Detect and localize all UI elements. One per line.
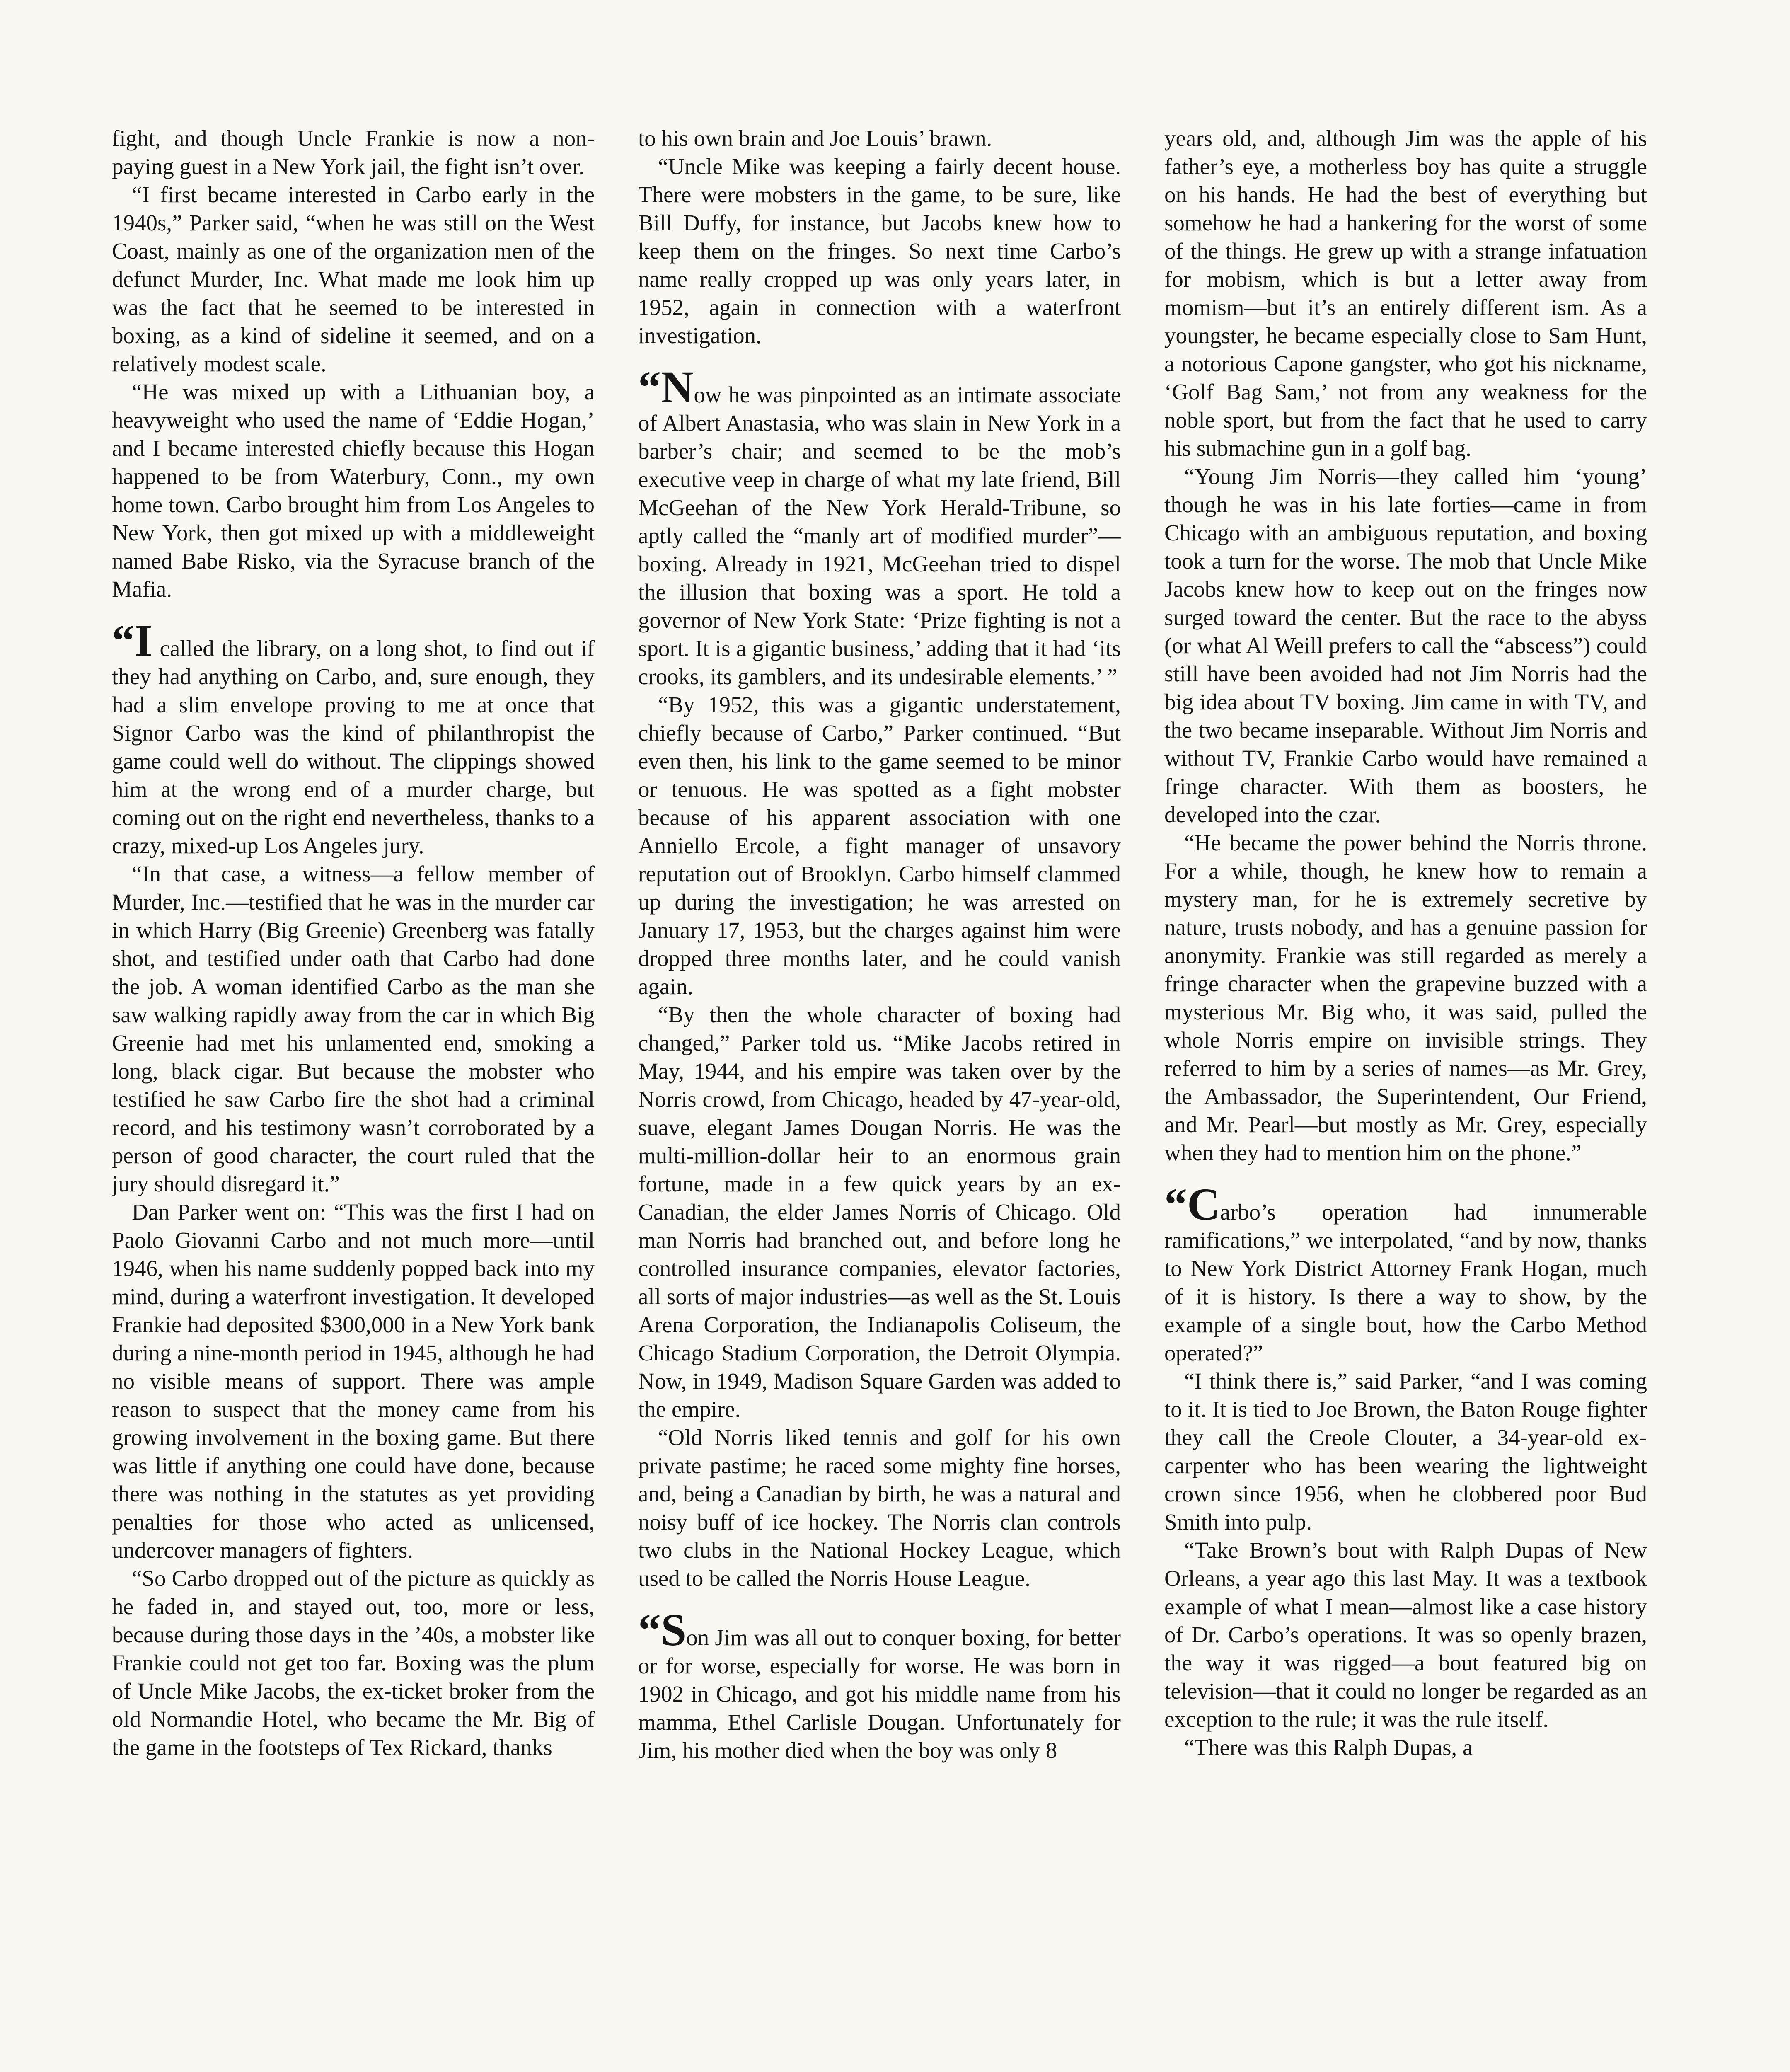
paragraph: “Young Jim Norris—they called him ‘young’ though he was in his late forties—came in from Chicago with an ambiguous reputation, and boxing took a turn for the worse. The mob that Uncle Mike Jacobs knew how to keep out on the fringes now surged toward the center. But the race to the abyss (or what Al Weill prefers to call the “abscess”) could still have been avoided had not Jim Norris had the big idea about TV boxing. Jim came in with TV, and the two became inseparable. Without Jim Norris and without TV, Frankie Carbo would have remained a fringe character. With them as boosters, he developed into the czar. xyxy=(1164,464,1647,827)
paragraph: “In that case, a witness—a fellow member of Murder, Inc.—testified that he was in the murder car in which Harry (Big Greenie) Greenberg was fatally shot, and testified under oath that Carbo had done the job. A woman identified Carbo as the man she saw walking rapidly away from the car in which Big Greenie had met his unlamented end, smoking a long, black cigar. But because the mobster who testified he saw Carbo fire the shot had a criminal record, and his testimony wasn’t corroborated by a person of good character, the court ruled that the jury should disregard it.” xyxy=(112,861,595,1196)
text-column-1 xyxy=(112,124,595,2072)
paragraph: Dan Parker went on: “This was the first I had on Paolo Giovanni Carbo and not much more—until 1946, when his name suddenly popped back into my mind, during a waterfront investigation. It developed Frankie had deposited $300,000 in a New York bank during a nine-month period in 1945, although he had no visible means of support. There was ample reason to suspect that the money came from his growing involvement in the boxing game. But there was little if anything one could have done, because there was nothing in the statutes as yet providing penalties for those who acted as unlicensed, undercover managers of fighters. xyxy=(112,1199,595,1563)
paragraph: “I think there is,” said Parker, “and I was coming to it. It is tied to Joe Brown, the Baton Rouge fighter they call the Creole Clouter, a 34-year-old ex-carpenter who has been wearing the lightweight crown since 1956, when he clobbered poor Bud Smith into pulp. xyxy=(1164,1368,1647,1535)
text-column-3 xyxy=(1164,124,1647,2072)
paragraph: “I first became interested in Carbo early in the 1940s,” Parker said, “when he was still on the West Coast, mainly as one of the organization men of the defunct Murder, Inc. What made me look him up was the fact that he seemed to be interested in boxing, as a kind of sideline it seemed, and on a relatively modest scale. xyxy=(112,182,595,376)
paragraph: “Son Jim was all out to conquer boxing, for better or for worse, especially for worse. He was born in 1902 in Chicago, and got his middle name from his mamma, Ethel Carlisle Dougan. Unfortunately for Jim, his mother died when the boy was only 8 xyxy=(638,1605,1121,1763)
paragraph: years old, and, although Jim was the apple of his father’s eye, a motherless boy has quite a struggle on his hands. He had the best of everything but somehow he had a hankering for the worst of some of the things. He grew up with a strange infatuation for mobism, which is but a letter away from momism—but it’s an entirely different ism. As a youngster, he became especially close to Sam Hunt, a notorious Capone gangster, who got his nickname, ‘Golf Bag Sam,’ not from any weakness for the noble sport, but from the fact that he used to carry his submachine gun in a golf bag. xyxy=(1164,126,1647,461)
paragraph: “By then the whole character of boxing had changed,” Parker told us. “Mike Jacobs retired in May, 1944, and his empire was taken over by the Norris crowd, from Chicago, headed by 47-year-old, suave, elegant James Dougan Norris. He was the multi-million-dollar heir to an enormous grain fortune, made in a few quick years by an ex-Canadian, the elder James Norris of Chicago. Old man Norris had branched out, and before long he controlled insurance companies, elevator factories, all sorts of major industries—as well as the St. Louis Arena Corporation, the Indianapolis Coliseum, the Chicago Stadium Corporation, the Detroit Olympia. Now, in 1949, Madison Square Garden was added to the empire. xyxy=(638,1002,1121,1422)
paragraph: “He became the power behind the Norris throne. For a while, though, he knew how to remain a mystery man, for he is extremely secretive by nature, trusts nobody, and has a genuine passion for anonymity. Frankie was still regarded as merely a fringe character when the grapevine buzzed with a mysterious Mr. Big who, it was said, pulled the whole Norris empire on invisible strings. They referred to him by a series of names—as Mr. Grey, the Ambassador, the Superintendent, Our Friend, and Mr. Pearl—but mostly as Mr. Grey, especially when they had to mention him on the phone.” xyxy=(1164,830,1647,1165)
paragraph: “Old Norris liked tennis and golf for his own private pastime; he raced some mighty fine horses, and, being a Canadian by birth, he was a natural and noisy buff of ice hockey. The Norris clan controls two clubs in the National Hockey League, which used to be called the Norris House League. xyxy=(638,1425,1121,1591)
text-column-2 xyxy=(638,124,1121,2072)
paragraph: “I called the library, on a long shot, to find out if they had anything on Carbo, and, sure enough, they had a slim envelope proving to me at once that Signor Carbo was the kind of philanthropist the game could well do without. The clippings showed him at the wrong end of a murder charge, but coming out on the right end nevertheless, thanks to a crazy, mixed-up Los Angeles jury. xyxy=(112,615,595,858)
paragraph: “He was mixed up with a Lithuanian boy, a heavyweight who used the name of ‘Eddie Hogan,’ and I became interested chiefly because this Hogan happened to be from Waterbury, Conn., my own home town. Carbo brought him from Los Angeles to New York, then got mixed up with a middleweight named Babe Risko, via the Syracuse branch of the Mafia. xyxy=(112,379,595,602)
paragraph: “By 1952, this was a gigantic understatement, chiefly because of Carbo,” Parker continued. “But even then, his link to the game seemed to be minor or tenuous. He was spotted as a fight mobster because of his apparent association with one Anniello Ercole, a fight manager of unsavory reputation out of Brooklyn. Carbo himself clammed up during the investigation; he was arrested on January 17, 1953, but the charges against him were dropped three months later, and he could vanish again. xyxy=(638,692,1121,999)
paragraph: fight, and though Uncle Frankie is now a non-paying guest in a New York jail, the fight isn’t over. xyxy=(112,126,595,179)
paragraph: “Carbo’s operation had innumerable ramifications,” we interpolated, “and by now, thanks to New York District Attorney Frank Hogan, much of it is history. Is there a way to show, by the example of a single bout, how the Carbo Method operated?” xyxy=(1164,1179,1647,1365)
paragraph: “Now he was pinpointed as an intimate associate of Albert Anastasia, who was slain in New York in a barber’s chair; and seemed to be the mob’s executive veep in charge of what my late friend, Bill McGeehan of the New York Herald-Tribune, so aptly called the “manly art of modified murder”—boxing. Already in 1921, McGeehan tried to dispel the illusion that boxing was a sport. He told a governor of New York State: ‘Prize fighting is not a sport. It is a gigantic business,’ adding that it had ‘its crooks, its gamblers, and its undesirable elements.’ ” xyxy=(638,362,1121,689)
paragraph: “Take Brown’s bout with Ralph Dupas of New Orleans, a year ago this last May. It was a textbook example of what I mean—almost like a case history of Dr. Carbo’s operations. It was so openly brazen, the way it was rigged—a bout featured big on television—that it could no longer be regarded as an exception to the rule; it was the rule itself. xyxy=(1164,1537,1647,1732)
paragraph: “Uncle Mike was keeping a fairly decent house. There were mobsters in the game, to be sure, like Bill Duffy, for instance, but Jacobs knew how to keep them on the fringes. So next time Carbo’s name really cropped up was only years later, in 1952, again in connection with a waterfront investigation. xyxy=(638,154,1121,348)
paragraph: “So Carbo dropped out of the picture as quickly as he faded in, and stayed out, too, more or less, because during those days in the ’40s, a mobster like Frankie could not get too far. Boxing was the plum of Uncle Mike Jacobs, the ex-ticket broker from the old Normandie Hotel, who became the Mr. Big of the game in the footsteps of Tex Rickard, thanks xyxy=(112,1566,595,1760)
paragraph: to his own brain and Joe Louis’ brawn. xyxy=(638,126,992,151)
paragraph: “There was this Ralph Dupas, a xyxy=(1184,1735,1473,1760)
